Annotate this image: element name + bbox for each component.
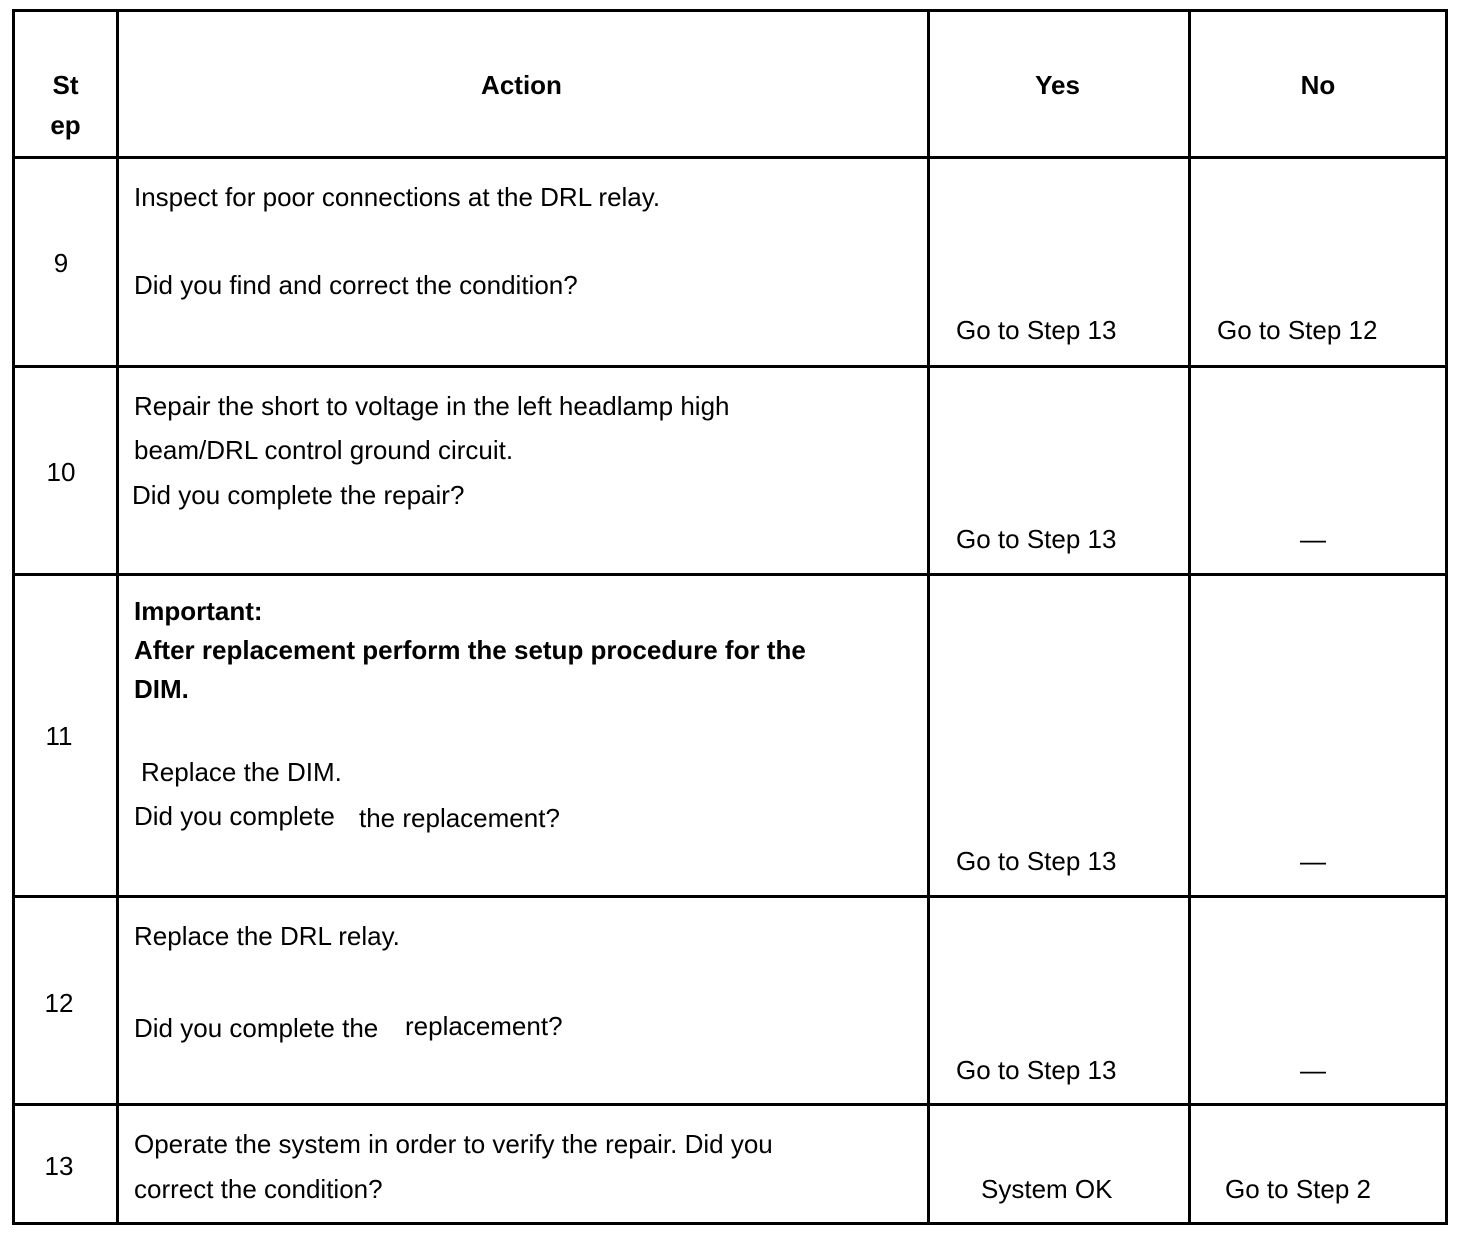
column-divider <box>927 12 930 1222</box>
action-text: Operate the system in order to verify the repair. Did you <box>134 1129 773 1159</box>
action-text: beam/DRL control ground circuit. <box>134 435 514 465</box>
action-text: correct the condition? <box>134 1174 383 1204</box>
header-yes: Yes <box>1035 70 1080 100</box>
header-no: No <box>1300 70 1336 100</box>
yes-result: Go to Step 13 <box>956 1055 1117 1085</box>
no-result: — <box>1300 846 1326 876</box>
yes-result: Go to Step 13 <box>956 524 1117 554</box>
action-text: Did you complete the repair? <box>132 480 465 510</box>
step-number: 9 <box>53 248 69 278</box>
action-text: Repair the short to voltage in the left headlamp high <box>134 391 730 421</box>
yes-result: Go to Step 13 <box>956 846 1117 876</box>
no-result: — <box>1300 1055 1326 1085</box>
header-step: ep <box>50 110 81 140</box>
action-text: the replacement? <box>359 803 560 833</box>
action-text: Did you find and correct the condition? <box>134 270 578 300</box>
column-divider <box>116 12 119 1222</box>
row-divider <box>15 895 1445 898</box>
header-divider <box>15 156 1445 159</box>
step-number: 11 <box>45 721 73 751</box>
action-text: Did you complete the <box>134 1013 379 1043</box>
step-number: 12 <box>44 988 74 1018</box>
no-result: Go to Step 2 <box>1225 1174 1371 1204</box>
header-action: Action <box>481 70 562 100</box>
no-result: Go to Step 12 <box>1217 315 1378 345</box>
step-number: 13 <box>44 1151 74 1181</box>
action-text: replacement? <box>405 1011 563 1041</box>
step-number: 10 <box>46 457 76 487</box>
important-note: DIM. <box>134 674 189 704</box>
diagnostic-table <box>12 9 1448 1225</box>
action-text: Inspect for poor connections at the DRL relay. <box>134 182 661 212</box>
action-text: Replace the DIM. <box>141 757 342 787</box>
column-divider <box>1188 12 1191 1222</box>
yes-result: System OK <box>981 1174 1113 1204</box>
yes-result: Go to Step 13 <box>956 315 1117 345</box>
row-divider <box>15 365 1445 368</box>
action-text: Replace the DRL relay. <box>134 921 400 951</box>
row-divider <box>15 1103 1445 1106</box>
no-result: — <box>1300 524 1326 554</box>
action-text: Did you complete <box>134 801 335 831</box>
important-note: After replacement perform the setup procedure for the <box>134 635 806 665</box>
row-divider <box>15 573 1445 576</box>
important-label: Important: <box>134 596 263 626</box>
header-step: St <box>52 70 79 100</box>
